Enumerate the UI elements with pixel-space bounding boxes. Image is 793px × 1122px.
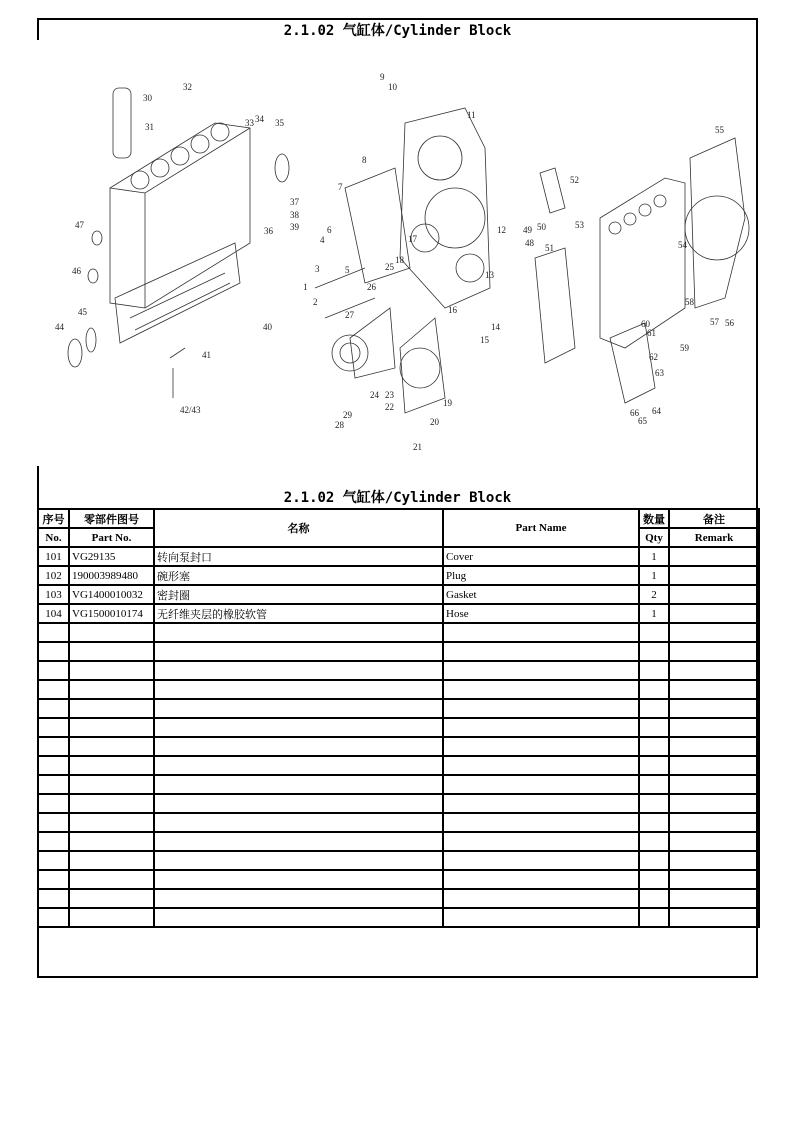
svg-text:28: 28 [335,420,344,430]
svg-text:4: 4 [320,235,325,245]
svg-text:2: 2 [313,297,318,307]
row-part-no: 190003989480 [69,566,154,585]
svg-text:41: 41 [202,350,211,360]
empty-cell [154,775,443,794]
svg-text:40: 40 [263,322,272,332]
empty-cell [443,680,639,699]
empty-cell [669,889,759,908]
row-qty: 1 [639,566,669,585]
header-part-no-cn: 零部件图号 [69,509,154,528]
empty-cell [669,737,759,756]
empty-table-row [38,661,759,680]
svg-text:60: 60 [641,319,650,329]
svg-text:37: 37 [290,197,299,207]
empty-cell [443,699,639,718]
empty-table-row [38,775,759,794]
row-no: 103 [38,585,69,604]
empty-cell [38,870,69,889]
svg-text:25: 25 [385,262,394,272]
row-part-no: VG1500010174 [69,604,154,623]
svg-text:16: 16 [448,305,457,315]
empty-rows [38,623,759,927]
parts-table [37,508,760,928]
svg-text:50: 50 [537,222,546,232]
empty-cell [38,775,69,794]
empty-cell [443,889,639,908]
empty-cell [443,775,639,794]
empty-cell [669,661,759,680]
empty-cell [154,889,443,908]
empty-cell [69,832,154,851]
empty-cell [669,832,759,851]
header-remark-en: Remark [669,528,759,547]
empty-cell [639,661,669,680]
empty-cell [38,756,69,775]
empty-cell [69,775,154,794]
empty-cell [154,699,443,718]
row-remark [669,604,759,623]
svg-text:11: 11 [467,110,476,120]
row-part-no: VG1400010032 [69,585,154,604]
svg-text:56: 56 [725,318,734,328]
header-remark-cn: 备注 [669,509,759,528]
row-part-name: Cover [443,547,639,566]
empty-cell [639,642,669,661]
empty-cell [69,642,154,661]
empty-cell [443,623,639,642]
svg-text:9: 9 [380,72,385,82]
empty-cell [154,756,443,775]
empty-cell [639,737,669,756]
row-remark [669,547,759,566]
empty-cell [69,680,154,699]
table-row [38,585,759,604]
svg-text:24: 24 [370,390,379,400]
svg-text:21: 21 [413,442,422,452]
row-name-cn: 转向泵封口 [154,547,443,566]
empty-cell [154,870,443,889]
table-row [38,604,759,623]
empty-cell [154,908,443,927]
row-no: 102 [38,566,69,585]
page-title: 2.1.02 气缸体/Cylinder Block [283,23,512,39]
row-part-no: VG29135 [69,547,154,566]
empty-cell [69,756,154,775]
empty-cell [38,908,69,927]
svg-text:55: 55 [715,125,724,135]
svg-text:45: 45 [78,307,87,317]
svg-text:7: 7 [338,182,343,192]
svg-text:1: 1 [303,282,308,292]
empty-cell [669,851,759,870]
svg-text:39: 39 [290,222,299,232]
empty-cell [639,623,669,642]
row-name-cn: 无纤维夹层的橡胶软管 [154,604,443,623]
table-title: 2.1.02 气缸体/Cylinder Block [283,490,512,506]
svg-text:13: 13 [485,270,494,280]
svg-text:38: 38 [290,210,299,220]
empty-cell [639,756,669,775]
empty-cell [69,851,154,870]
empty-cell [443,642,639,661]
empty-table-row [38,889,759,908]
empty-table-row [38,737,759,756]
empty-cell [69,889,154,908]
empty-cell [639,680,669,699]
row-remark [669,585,759,604]
empty-cell [38,623,69,642]
svg-text:34: 34 [255,114,264,124]
empty-cell [38,832,69,851]
empty-cell [639,699,669,718]
empty-cell [443,718,639,737]
empty-cell [639,851,669,870]
svg-text:17: 17 [408,234,417,244]
svg-text:44: 44 [55,322,64,332]
svg-text:3: 3 [315,264,320,274]
svg-text:54: 54 [678,240,687,250]
header-part-name: Part Name [443,509,639,547]
header-qty-en: Qty [639,528,669,547]
svg-text:51: 51 [545,243,554,253]
empty-cell [443,813,639,832]
empty-cell [38,680,69,699]
table-row [38,547,759,566]
svg-text:52: 52 [570,175,579,185]
empty-cell [443,737,639,756]
empty-cell [669,775,759,794]
svg-text:20: 20 [430,417,439,427]
svg-text:35: 35 [275,118,284,128]
empty-table-row [38,832,759,851]
empty-cell [639,813,669,832]
empty-cell [154,794,443,813]
header-seq-en: No. [38,528,69,547]
exploded-parts-diagram [45,68,750,460]
empty-cell [69,870,154,889]
svg-text:53: 53 [575,220,584,230]
empty-cell [38,737,69,756]
svg-text:59: 59 [680,343,689,353]
empty-cell [38,889,69,908]
row-no: 101 [38,547,69,566]
empty-cell [443,832,639,851]
empty-cell [639,908,669,927]
empty-cell [154,642,443,661]
svg-text:33: 33 [245,118,254,128]
svg-text:15: 15 [480,335,489,345]
empty-cell [639,870,669,889]
svg-text:10: 10 [388,82,397,92]
empty-table-row [38,813,759,832]
row-part-name: Hose [443,604,639,623]
empty-table-row [38,870,759,889]
empty-cell [69,623,154,642]
table-row [38,566,759,585]
row-part-name: Gasket [443,585,639,604]
empty-cell [154,680,443,699]
svg-text:27: 27 [345,310,354,320]
empty-cell [38,642,69,661]
empty-cell [669,870,759,889]
empty-table-row [38,642,759,661]
row-name-cn: 密封圈 [154,585,443,604]
header-qty-cn: 数量 [639,509,669,528]
empty-cell [669,680,759,699]
empty-cell [38,699,69,718]
empty-cell [69,718,154,737]
empty-cell [38,718,69,737]
svg-text:29: 29 [343,410,352,420]
svg-text:42/43: 42/43 [180,405,201,415]
empty-cell [669,623,759,642]
empty-cell [154,718,443,737]
empty-cell [38,851,69,870]
svg-text:14: 14 [491,322,500,332]
row-remark [669,566,759,585]
empty-cell [639,889,669,908]
svg-text:18: 18 [395,255,404,265]
svg-text:63: 63 [655,368,664,378]
svg-text:30: 30 [143,93,152,103]
header-seq-cn: 序号 [38,509,69,528]
svg-text:22: 22 [385,402,394,412]
empty-cell [69,661,154,680]
empty-cell [443,661,639,680]
empty-cell [443,908,639,927]
cylinder-block-diagram [45,68,750,460]
empty-cell [669,699,759,718]
header-part-no-en: Part No. [69,528,154,547]
empty-cell [69,737,154,756]
svg-text:31: 31 [145,122,154,132]
empty-table-row [38,908,759,927]
row-qty: 1 [639,547,669,566]
svg-text:64: 64 [652,406,661,416]
empty-cell [639,718,669,737]
empty-cell [639,832,669,851]
empty-table-row [38,851,759,870]
svg-text:62: 62 [649,352,658,362]
empty-cell [443,851,639,870]
empty-cell [69,699,154,718]
empty-cell [38,661,69,680]
svg-text:26: 26 [367,282,376,292]
empty-table-row [38,794,759,813]
row-qty: 1 [639,604,669,623]
svg-text:58: 58 [685,297,694,307]
empty-cell [669,908,759,927]
empty-table-row [38,756,759,775]
empty-cell [154,623,443,642]
empty-cell [639,794,669,813]
row-qty: 2 [639,585,669,604]
svg-text:48: 48 [525,238,534,248]
empty-cell [443,756,639,775]
svg-text:6: 6 [327,225,332,235]
empty-cell [154,832,443,851]
svg-text:61: 61 [647,328,656,338]
empty-cell [669,642,759,661]
svg-text:12: 12 [497,225,506,235]
empty-table-row [38,680,759,699]
svg-text:5: 5 [345,265,350,275]
row-name-cn: 碗形塞 [154,566,443,585]
svg-text:47: 47 [75,220,84,230]
svg-text:66: 66 [630,408,639,418]
empty-cell [38,813,69,832]
svg-text:65: 65 [638,416,647,426]
svg-text:49: 49 [523,225,532,235]
svg-text:8: 8 [362,155,367,165]
row-part-name: Plug [443,566,639,585]
empty-table-row [38,623,759,642]
empty-cell [669,813,759,832]
empty-cell [154,851,443,870]
empty-cell [669,756,759,775]
svg-text:19: 19 [443,398,452,408]
empty-cell [154,813,443,832]
empty-table-row [38,718,759,737]
empty-cell [69,794,154,813]
svg-text:36: 36 [264,226,273,236]
empty-cell [154,737,443,756]
header-name-cn: 名称 [154,509,443,547]
empty-cell [443,794,639,813]
row-no: 104 [38,604,69,623]
empty-cell [154,661,443,680]
svg-text:46: 46 [72,266,81,276]
empty-cell [669,794,759,813]
empty-cell [639,775,669,794]
svg-text:32: 32 [183,82,192,92]
svg-text:23: 23 [385,390,394,400]
empty-cell [69,813,154,832]
empty-table-row [38,699,759,718]
svg-text:57: 57 [710,317,719,327]
empty-cell [38,794,69,813]
empty-cell [443,870,639,889]
empty-cell [69,908,154,927]
empty-cell [669,718,759,737]
